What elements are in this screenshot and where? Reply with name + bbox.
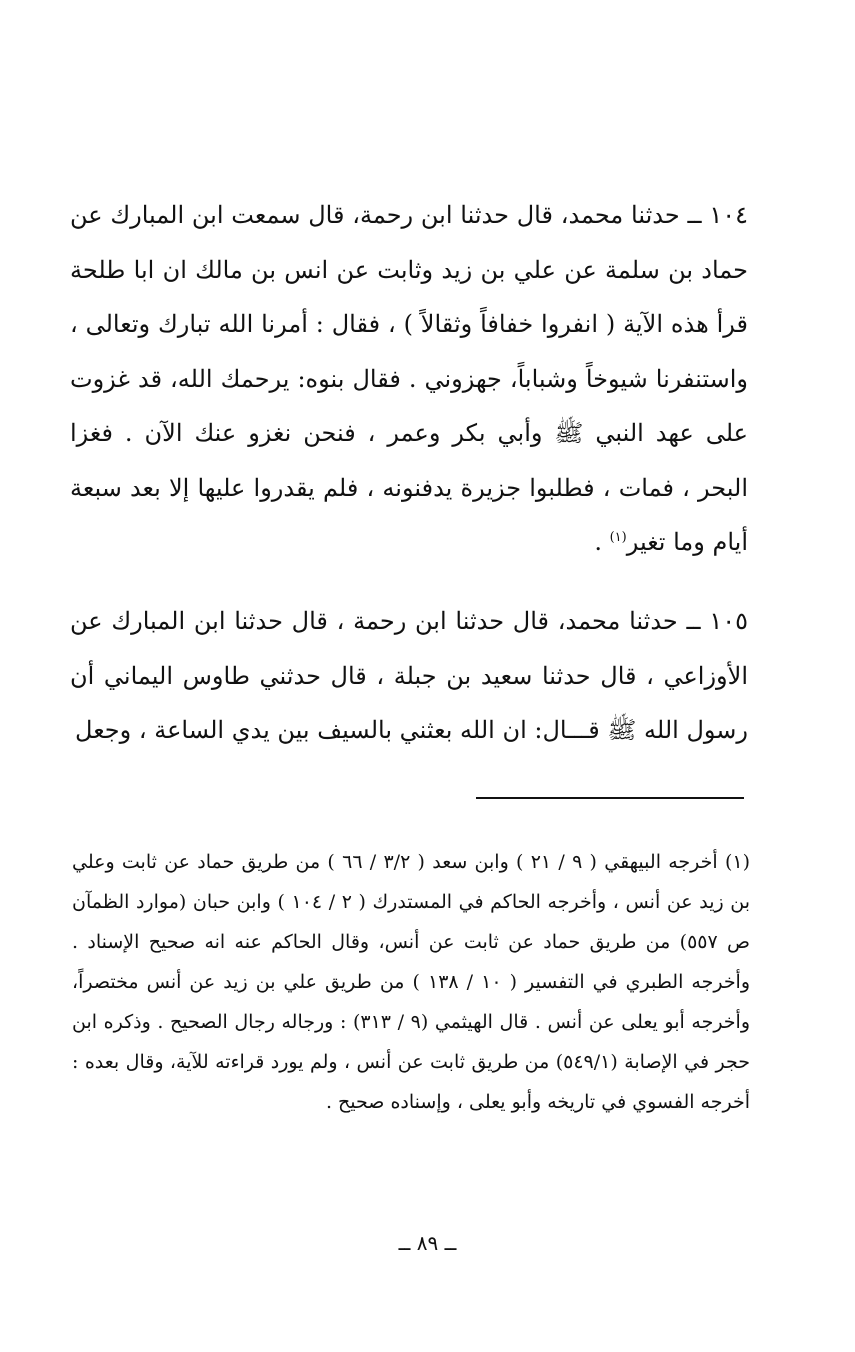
footnote-marker: (١) <box>609 530 627 545</box>
hadith-104-end: . <box>594 528 610 556</box>
hadith-104-body <box>70 188 748 570</box>
footnote-section <box>72 842 750 1122</box>
hadith-104-text: ١٠٤ ــ حدثنا محمد، قال حدثنا ابن رحمة، قال سمعت ابن المبارك عن حماد بن سلمة عن علي بن زيد وثابت عن انس بن مالك ان ابا طلحة قرأ هذه الآية ( انفروا خفافاً وثقالاً ) ، فقال : أمرنا الله تبارك وتعالى ، واستنفرنا شيوخاً وشباباً، جهزوني . فقال بنوه: يرحمك الله، قد غزوت على عهد النبي ﷺ وأبي بكر وعمر ، فنحن نغزو عنك الآن . فغزا البحر ، فمات ، فطلبوا جزيرة يدفنونه ، فلم يقدروا عليها إلا بعد سبعة أيام وما تغير <box>70 201 748 556</box>
hadith-105-paragraph <box>70 594 748 758</box>
footnote-text: (١) أخرجه البيهقي ( ٩ / ٢١ ) وابن سعد ( ٣/٢ / ٦٦ ) من طريق حماد عن ثابت وعلي بن زيد عن أنس ، وأخرجه الحاكم في المستدرك ( ٢ / ١٠٤ ) وابن حبان (موارد الظمآن ص ٥٥٧) من طريق حماد عن ثابت عن أنس، وقال الحاكم عنه انه صحيح الإسناد . وأخرجه الطبري في التفسير ( ١٠ / ١٣٨ ) من طريق علي بن زيد عن أنس مختصراً، وأخرجه أبو يعلى عن أنس . قال الهيثمي (٩ / ٣١٣) : ورجاله رجال الصحيح . وذكره ابن حجر في الإصابة (٥٤٩/١) من طريق ثابت عن أنس ، ولم يورد قراءته للآية، وقال بعده : أخرجه الفسوي في تاريخه وأبو يعلى ، وإسناده صحيح . <box>72 851 751 1113</box>
hadith-105-text: ١٠٥ ــ حدثنا محمد، قال حدثنا ابن رحمة ، قال حدثنا ابن المبارك عن الأوزاعي ، قال حدثنا سعيد بن جبلة ، قال حدثني طاوس اليماني أن رسول الله ﷺ قـــال: ان الله بعثني بالسيف بين يدي الساعة ، وجعل <box>70 607 748 744</box>
page-number: ــ ٨٩ ــ <box>398 1231 457 1255</box>
footnote-divider <box>476 797 744 799</box>
hadith-104-paragraph <box>70 188 748 570</box>
